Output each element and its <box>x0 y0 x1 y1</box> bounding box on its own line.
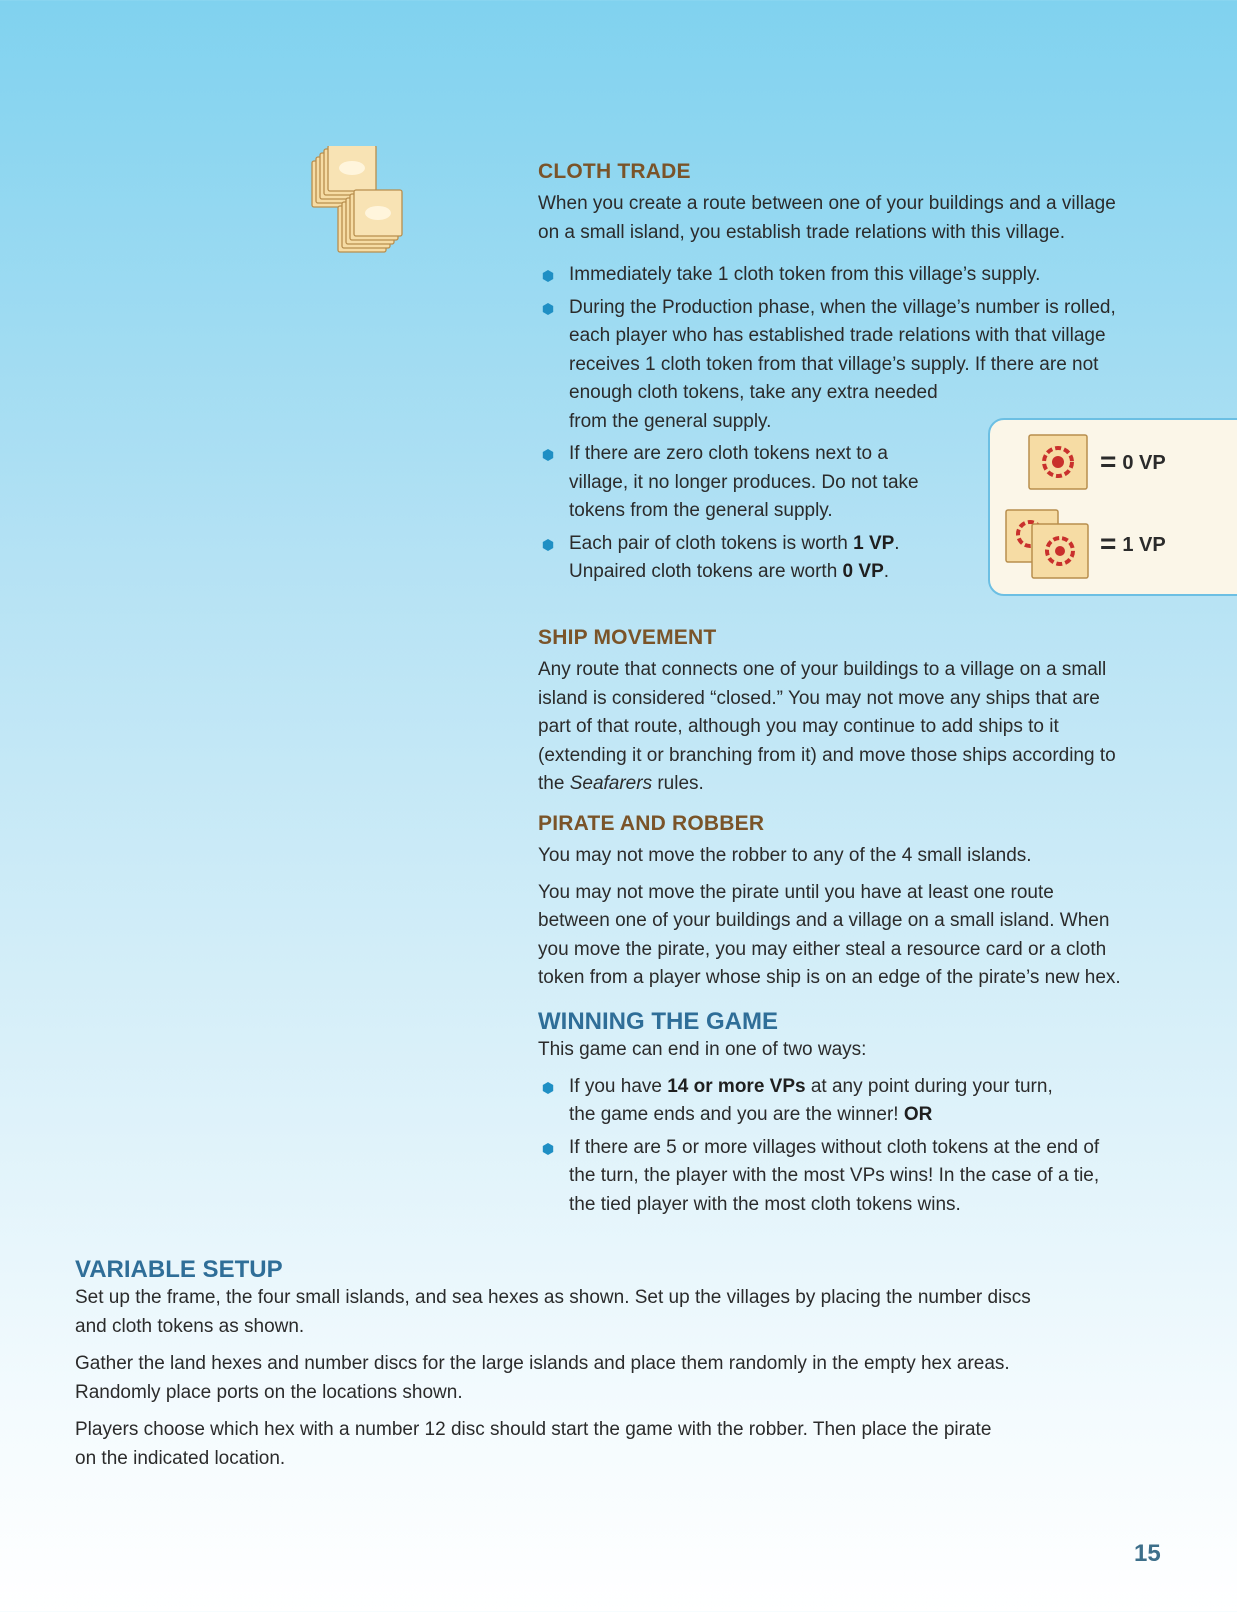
variable-setup-p3: Players choose which hex with a number 12 disc should start the game with the robber. Then place the pirate on the indicated location. <box>75 1419 992 1469</box>
cloth-trade-bullet-3: If there are zero cloth tokens next to a village, it no longer produces. Do not take tokens from the general supply. <box>538 440 1178 526</box>
cloth-trade-heading: CLOTH TRADE <box>538 160 691 183</box>
pirate-robber-section <box>538 812 1198 993</box>
cloth-trade-bullet-1: Immediately take 1 cloth token from this village’s supply. <box>538 261 1178 290</box>
ship-movement-section <box>538 626 1178 799</box>
variable-setup-p1: Set up the frame, the four small islands, and sea hexes as shown. Set up the villages by placing the number discs and cloth tokens as shown. <box>75 1287 1031 1337</box>
hexagon-bullet-icon <box>542 539 554 551</box>
pirate-robber-p2: You may not move the pirate until you have at least one route between one of your buildings and a village on a small island. When you move the pirate, you may either steal a resource card or a cloth token from a player whose ship is on an edge of the pirate’s new hex. <box>538 881 1121 988</box>
cloth-token-pair-icon <box>1004 508 1094 580</box>
variable-setup-heading: VARIABLE SETUP <box>75 1256 283 1283</box>
ship-movement-text: Any route that connects one of your buildings to a village on a small island is considered “closed.” You may not move any ships that are part of that route, although you may continue to add ships to it (extending it or branching from it) and move those ships according to the Seafarers rules. <box>538 659 1116 794</box>
winning-heading: WINNING THE GAME <box>538 1008 778 1035</box>
pirate-robber-heading: PIRATE AND ROBBER <box>538 812 765 835</box>
cloth-trade-intro: When you create a route between one of your buildings and a village on a small island, you establish trade relations with this village. <box>538 193 1116 243</box>
hexagon-bullet-icon <box>542 270 554 282</box>
cloth-token-icon <box>1028 434 1090 494</box>
vp-scoring-box <box>988 418 1237 596</box>
zero-vp-label: = 0 VP <box>1100 446 1166 477</box>
winning-section <box>538 1008 1178 1219</box>
hexagon-bullet-icon <box>542 303 554 315</box>
ship-movement-heading: SHIP MOVEMENT <box>538 626 717 649</box>
variable-setup-section <box>75 1256 1195 1473</box>
hexagon-bullet-icon <box>542 1143 554 1155</box>
cloth-trade-bullet-4: Each pair of cloth tokens is worth 1 VP. Unpaired cloth tokens are worth 0 VP. <box>538 530 1178 587</box>
pirate-robber-p1: You may not move the robber to any of the 4 small islands. <box>538 845 1032 866</box>
cloth-trade-bullet-2: During the Production phase, when the village’s number is rolled, each player who has established trade relations with that village receives 1 cloth token from that village’s supply. If there are not enough cloth tokens, take any extra needed from the general supply. <box>538 294 1178 437</box>
winning-bullet-2: If there are 5 or more villages without cloth tokens at the end of the turn, the player with the most VPs wins! In the case of a tie, the tied player with the most cloth tokens wins. <box>538 1134 1178 1220</box>
winning-bullet-1: If you have 14 or more VPs at any point during your turn, the game ends and you are the winner! OR <box>538 1073 1178 1130</box>
variable-setup-p2: Gather the land hexes and number discs for the large islands and place them randomly in the empty hex areas. Randomly place ports on the locations shown. <box>75 1353 1010 1403</box>
one-vp-label: = 1 VP <box>1100 528 1166 559</box>
page-number: 15 <box>1134 1540 1161 1567</box>
cloth-token-stacks-icon <box>310 146 420 256</box>
hexagon-bullet-icon <box>542 1082 554 1094</box>
hexagon-bullet-icon <box>542 449 554 461</box>
winning-intro: This game can end in one of two ways: <box>538 1039 867 1060</box>
